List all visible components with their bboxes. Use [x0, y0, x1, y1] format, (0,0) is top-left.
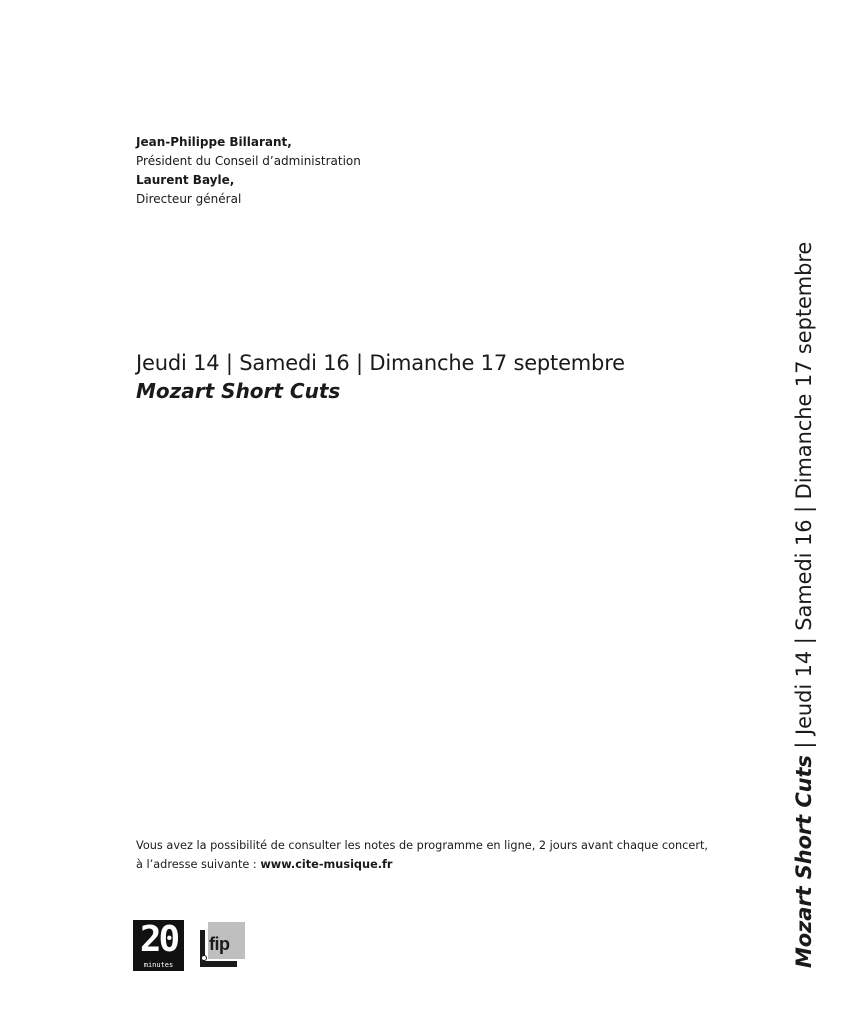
website-link[interactable]: www.cite-musique.fr	[260, 858, 393, 871]
fip-logo-dot	[201, 955, 207, 961]
online-notes-info	[136, 836, 708, 874]
fip-logo-bar-horizontal	[200, 961, 237, 967]
spine-text	[786, 241, 822, 968]
fip-logo-text: fip	[209, 934, 230, 954]
20-minutes-logo	[133, 920, 184, 971]
spine-dates: | Jeudi 14 | Samedi 16 | Dimanche 17 septembre	[792, 241, 816, 756]
director-role: Directeur général	[136, 192, 242, 206]
president-name: Jean-Philippe Billarant,	[136, 135, 292, 149]
20-minutes-logo-word: minutes	[143, 961, 174, 969]
20-minutes-logo-number: 20	[139, 919, 178, 960]
fip-logo	[199, 921, 246, 967]
online-notes-prefix: à l’adresse suivante :	[136, 858, 261, 871]
director-name: Laurent Bayle,	[136, 173, 235, 187]
online-notes-line1: Vous avez la possibilité de consulter les notes de programme en ligne, 2 jours avant chaque concert,	[136, 839, 708, 852]
event-dates: Jeudi 14 | Samedi 16 | Dimanche 17 septembre	[136, 351, 625, 375]
online-notes-line2	[136, 855, 708, 874]
event-heading	[136, 349, 625, 405]
spine-title: Mozart Short Cuts	[792, 755, 816, 968]
president-role: Président du Conseil d’administration	[136, 154, 361, 168]
credits-block	[136, 133, 361, 209]
event-title: Mozart Short Cuts	[136, 379, 341, 403]
